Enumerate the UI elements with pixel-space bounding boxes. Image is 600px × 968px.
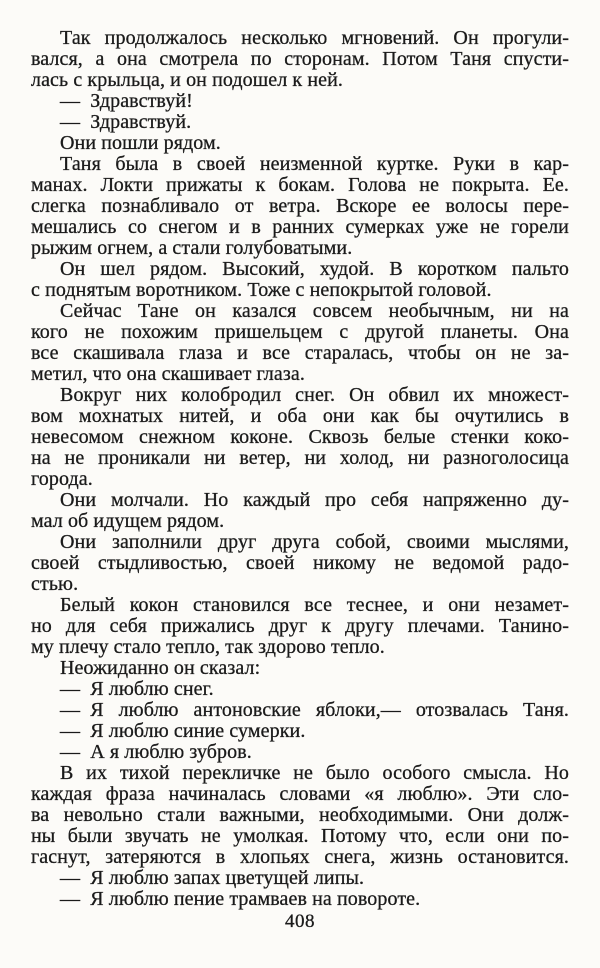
text-line: манах. Локти прижаты к бокам. Голова не покрыта. Ее.: [31, 174, 569, 196]
paragraph: [31, 889, 569, 910]
text-line: ны были звучать не умолкая. Потому что, если они по-: [31, 825, 569, 847]
page-number: 408: [285, 911, 315, 932]
text-line: невесомом снежном коконе. Сквозь белые стенки коко-: [31, 426, 569, 448]
text-line: В их тихой перекличке не было особого смысла. Но: [60, 762, 569, 784]
text-line: — Я люблю снег.: [60, 678, 214, 700]
text-line: — Здравствуй.: [60, 111, 192, 133]
text-line: города.: [31, 468, 93, 490]
text-line: кого не похожим пришельцем с другой планеты. Она: [31, 321, 569, 343]
text-line: Так продолжалось несколько мгновений. Он прогули-: [60, 27, 569, 49]
paragraph: [31, 154, 569, 259]
paragraph: [31, 700, 569, 721]
text-line: мешались со снегом и в ранних сумерках уже не горели: [31, 216, 569, 238]
text-line: — Я люблю запах цветущей липы.: [60, 867, 365, 889]
text-line: — Я люблю пение трамваев на повороте.: [60, 888, 421, 910]
text-line: вался, а она смотрела по сторонам. Потом Таня спусти-: [31, 48, 569, 70]
text-line: каждая фраза начиналась словами «я люблю». Эти сло-: [31, 783, 569, 805]
paragraph: [31, 595, 569, 658]
paragraph: [31, 658, 569, 679]
paragraph: [31, 532, 569, 595]
text-line: слегка познабливало от ветра. Вскоре ее волосы пере-: [31, 195, 569, 217]
text-line: Таня была в своей неизменной куртке. Руки в кар-: [60, 153, 569, 175]
paragraph: [31, 490, 569, 532]
text-block: [31, 28, 569, 910]
text-line: стью.: [31, 573, 79, 595]
paragraph: [31, 721, 569, 742]
text-line: лась с крыльца, и он подошел к ней.: [31, 69, 344, 91]
text-line: му плечу стало тепло, так здорово тепло.: [31, 636, 385, 658]
text-line: своей стыдливостью, своей никому не ведомой радо-: [31, 552, 569, 574]
paragraph: [31, 28, 569, 91]
text-line: Сейчас Тане он казался совсем необычным, ни на: [60, 300, 569, 322]
text-line: на не проникали ни ветер, ни холод, ни разноголосица: [31, 447, 569, 469]
text-line: гаснут, затеряются в хлопьях снега, жизнь остановится.: [31, 846, 569, 868]
text-line: Они пошли рядом.: [60, 132, 221, 154]
text-line: — Я люблю синие сумерки.: [60, 720, 306, 742]
text-line: — Здравствуй!: [60, 90, 193, 112]
text-line: Они заполнили друг друга собой, своими мыслями,: [60, 531, 569, 553]
paragraph: [31, 868, 569, 889]
text-line: — Я люблю антоновские яблоки,— отозвалась Таня.: [60, 699, 569, 721]
text-line: Белый кокон становился все теснее, и они незамет-: [60, 594, 569, 616]
text-line: с поднятым воротником. Тоже с непокрытой головой.: [31, 279, 492, 301]
text-line: Неожиданно он сказал:: [60, 657, 261, 679]
paragraph: [31, 742, 569, 763]
paragraph: [31, 259, 569, 301]
paragraph: [31, 763, 569, 868]
paragraph: [31, 133, 569, 154]
text-line: метил, что она скашивает глаза.: [31, 363, 305, 385]
paragraph: [31, 301, 569, 385]
text-line: Они молчали. Но каждый про себя напряженно ду-: [60, 489, 569, 511]
text-line: мал об идущем рядом.: [31, 510, 225, 532]
text-line: — А я люблю зубров.: [60, 741, 252, 763]
paragraph: [31, 91, 569, 112]
text-line: рыжим огнем, а стали голубоватыми.: [31, 237, 353, 259]
text-line: Он шел рядом. Высокий, худой. В коротком пальто: [60, 258, 569, 280]
text-line: но для себя прижались друг к другу плечами. Танино-: [31, 615, 569, 637]
text-line: Вокруг них колобродил снег. Он обвил их множест-: [60, 384, 569, 406]
text-line: вом мохнатых нитей, и оба они как бы очутились в: [31, 405, 569, 427]
text-line: все скашивала глаза и все старалась, чтобы он не за-: [31, 342, 569, 364]
paragraph: [31, 112, 569, 133]
text-line: ва невольно стали важными, необходимыми. Они долж-: [31, 804, 569, 826]
paragraph: [31, 385, 569, 490]
paragraph: [31, 679, 569, 700]
